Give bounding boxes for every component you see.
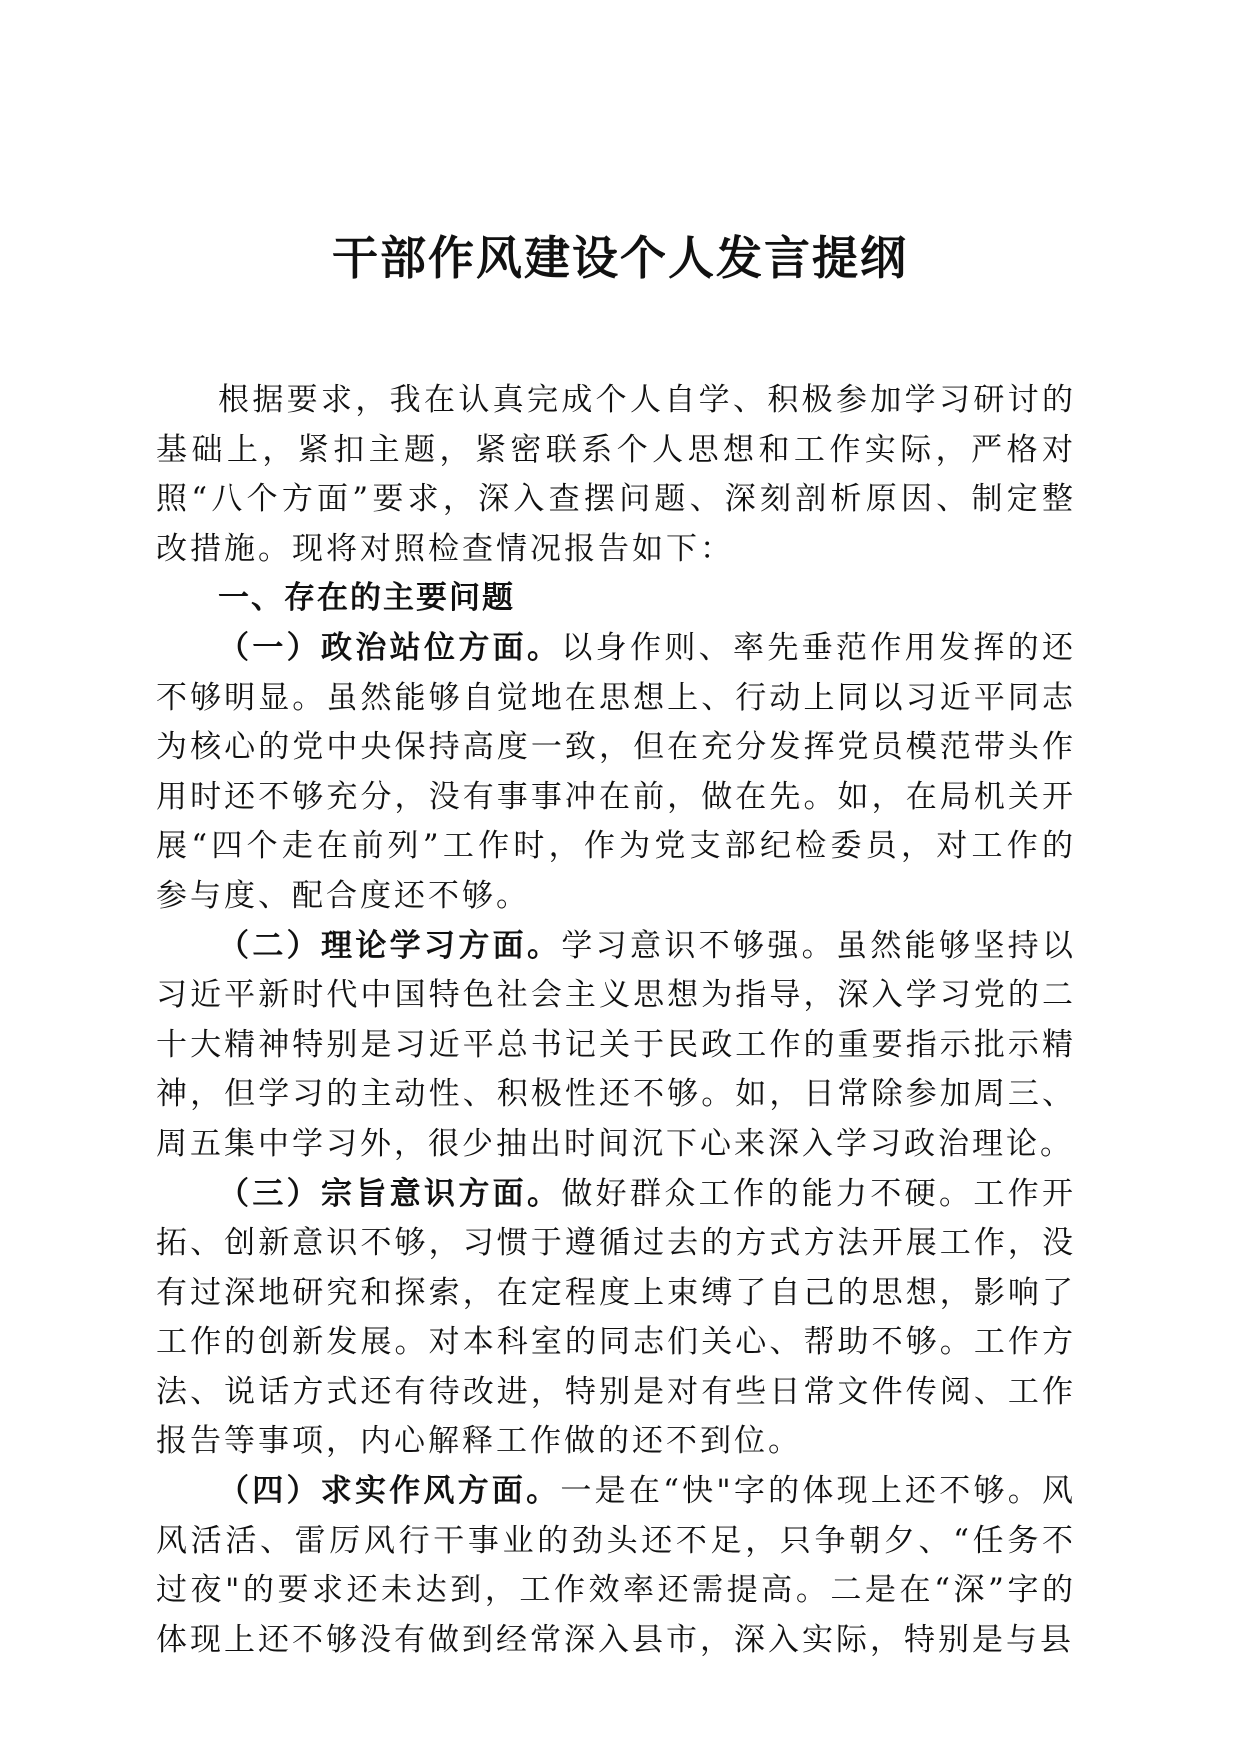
paragraph-lead: （一）政治站位方面。 [218,629,562,666]
paragraph-lead: （四）求实作风方面。 [218,1473,561,1510]
paragraph-theory-study [156,922,1076,1170]
paragraph-lead: （二）理论学习方面。 [218,927,562,964]
paragraph-practical-style [156,1467,1076,1665]
paragraph-text: 一是在“快"字的体现上还不够。风风活活、雷厉风行干事业的劲头还不足，只争朝夕、“任务不过夜"的要求还未达到，工作效率还需提高。二是在“深”字的体现上还不够没有做到经常深入县市，深入实际，特别是与县 [156,1473,1076,1658]
paragraph-lead: （三）宗旨意识方面。 [218,1175,562,1212]
paragraph-text: 学习意识不够强。虽然能够坚持以习近平新时代中国特色社会主义思想为指导，深入学习党的二十大精神特别是习近平总书记关于民政工作的重要指示批示精神，但学习的主动性、积极性还不够。如，日常除参加周三、周五集中学习外，很少抽出时间沉下心来深入学习政治理论。 [156,927,1077,1162]
document-body [156,376,1076,1665]
paragraph-purpose-awareness [156,1170,1076,1468]
document-title: 干部作风建设个人发言提纲 [332,231,908,285]
intro-paragraph: 根据要求，我在认真完成个人自学、积极参加学习研讨的基础上，紧扣主题，紧密联系个人思想和工作实际，严格对照“八个方面”要求，深入查摆问题、深刻剖析原因、制定整改措施。现将对照检查情况报告如下： [156,382,1076,567]
paragraph-text: 做好群众工作的能力不硬。工作开拓、创新意识不够，习惯于遵循过去的方式方法开展工作，没有过深地研究和探索，在定程度上束缚了自己的思想，影响了工作的创新发展。对本科室的同志们关心、帮助不够。工作方法、说话方式还有待改进，特别是对有些日常文件传阅、工作报告等事项，内心解释工作做的还不到位。 [156,1175,1077,1460]
paragraph-text: 以身作则、率先垂范作用发挥的还不够明显。虽然能够自觉地在思想上、行动上同以习近平同志为核心的党中央保持高度一致，但在充分发挥党员模范带头作用时还不够充分，没有事事冲在前，做在先。如，在局机关开展“四个走在前列”工作时，作为党支部纪检委员，对工作的参与度、配合度还不够。 [156,629,1077,914]
section-heading: 一、存在的主要问题 [218,580,515,617]
paragraph-political-stance [156,624,1076,922]
